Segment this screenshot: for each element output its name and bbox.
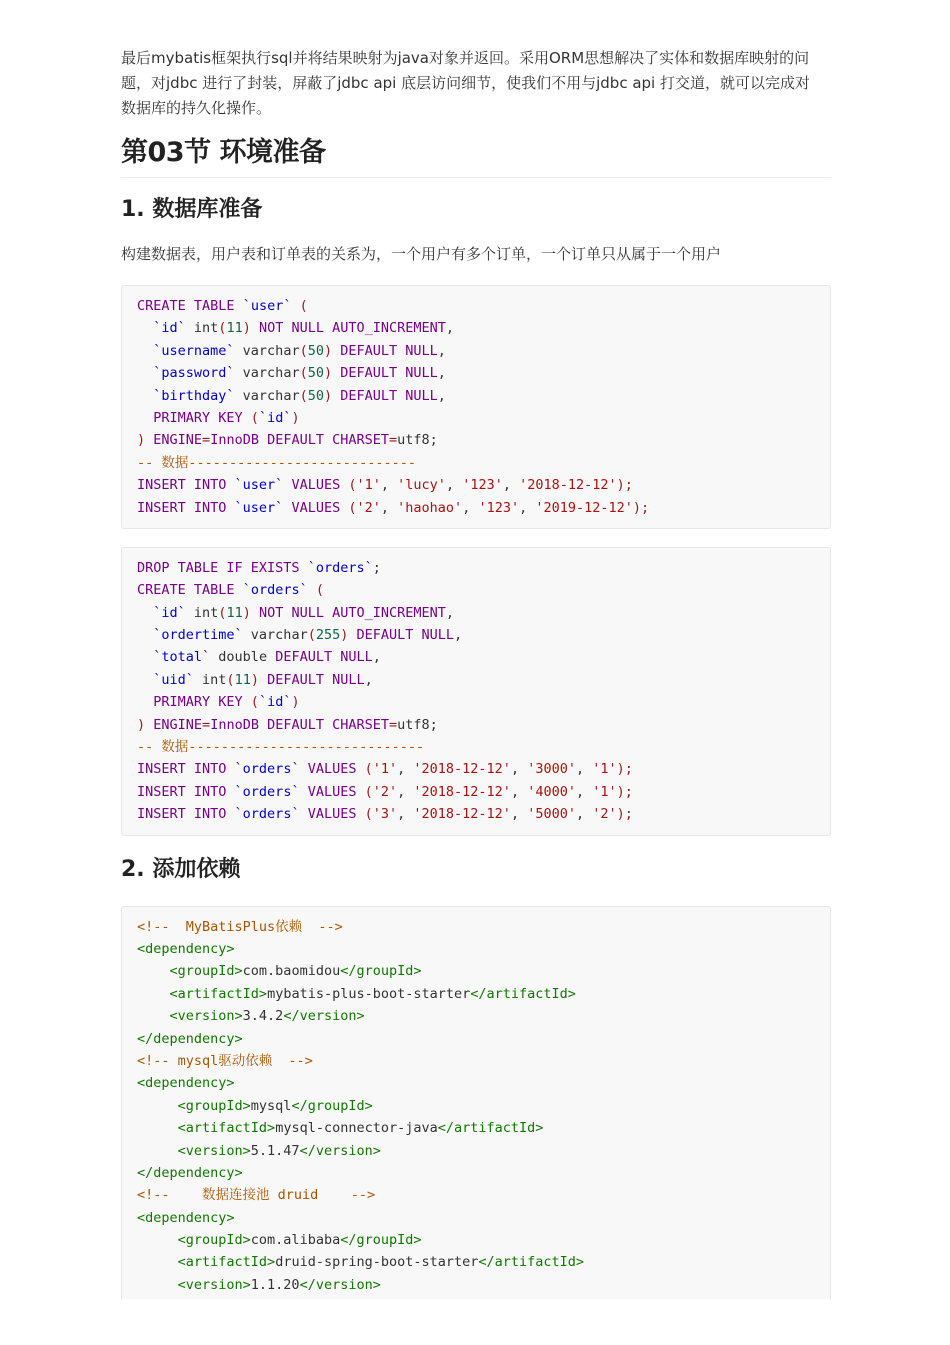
code-token: 1.1.20 <box>250 1276 300 1293</box>
code-token: VALUES <box>283 477 341 494</box>
code-token: '1' <box>592 783 617 800</box>
code-token: ( <box>218 320 227 337</box>
code-token <box>137 986 170 1002</box>
code-block-orders-table <box>121 547 831 836</box>
code-token: ) <box>323 387 333 404</box>
code-token: '2' <box>372 783 398 800</box>
code-token: INSERT INTO <box>137 783 227 800</box>
code-line <box>137 452 816 474</box>
code-line <box>137 579 816 601</box>
code-line <box>137 646 816 668</box>
code-token: int <box>185 604 219 621</box>
code-line <box>137 1140 816 1162</box>
code-token: DEFAULT NULL <box>332 342 438 359</box>
code-line <box>137 407 816 429</box>
code-line <box>137 385 816 407</box>
code-token: `id` <box>258 694 292 711</box>
code-token: <version> <box>169 1008 243 1025</box>
code-token: `id` <box>153 320 186 337</box>
code-token <box>137 1232 178 1248</box>
code-token: , <box>445 477 463 494</box>
code-token: '123' <box>478 499 520 516</box>
code-token: ) <box>242 604 251 621</box>
code-token: </groupId> <box>291 1097 373 1114</box>
code-token: ) <box>340 627 349 644</box>
code-token: ) <box>250 671 259 688</box>
code-token: <groupId> <box>169 963 243 980</box>
code-token: <artifactId> <box>169 985 268 1002</box>
code-token: , <box>397 783 414 800</box>
code-token: DEFAULT NULL <box>258 671 365 688</box>
code-line <box>137 758 816 780</box>
database-description: 构建数据表，用户表和订单表的关系为，一个用户有多个订单，一个订单只从属于一个用户 <box>121 245 722 263</box>
code-token <box>137 365 153 381</box>
code-token <box>137 1008 170 1024</box>
code-token: utf8; <box>397 716 438 733</box>
code-token: = <box>202 432 211 449</box>
code-line <box>137 295 816 317</box>
code-token: </artifactId> <box>437 1120 544 1137</box>
code-line <box>137 938 816 960</box>
code-token: ); <box>616 783 633 800</box>
code-token: '123' <box>462 477 503 494</box>
code-token: '2019-12-12' <box>535 499 633 516</box>
code-token <box>137 1277 178 1293</box>
code-token: , <box>502 477 520 494</box>
intro-paragraph <box>121 46 831 121</box>
code-line <box>137 714 816 736</box>
code-line <box>137 317 816 339</box>
code-token: `user` <box>234 499 284 516</box>
code-token: NOT NULL AUTO_INCREMENT <box>250 320 446 337</box>
code-token: 5.1.47 <box>250 1142 300 1159</box>
code-token: , <box>437 365 446 382</box>
code-token: `user` <box>234 477 284 494</box>
code-line <box>137 557 816 579</box>
page-bottom-margin <box>0 1299 950 1345</box>
code-token: `id` <box>153 604 186 621</box>
code-line <box>137 1162 816 1184</box>
code-token: <version> <box>177 1276 251 1293</box>
code-token: , <box>364 671 373 688</box>
code-token: , <box>510 806 528 823</box>
code-token: '2018-12-12' <box>413 783 511 800</box>
code-token: DEFAULT NULL <box>332 387 438 404</box>
code-token: <version> <box>177 1142 251 1159</box>
code-token <box>226 806 234 822</box>
code-token: '5000' <box>527 806 576 823</box>
document-content <box>121 46 831 1345</box>
code-token: INSERT INTO <box>137 477 227 494</box>
code-token: , <box>462 499 479 516</box>
code-line <box>137 669 816 691</box>
intro-line: 数据库的持久化操作。 <box>121 99 272 117</box>
code-token: `orders` <box>307 559 373 576</box>
code-token <box>137 388 153 404</box>
code-token: INSERT INTO <box>137 499 227 516</box>
code-token: DEFAULT NULL <box>267 649 373 666</box>
code-token: '2' <box>592 806 617 823</box>
code-token: ( <box>242 694 259 711</box>
code-token: `uid` <box>153 671 194 688</box>
code-token: , <box>380 499 398 516</box>
code-token: ); <box>632 499 650 516</box>
code-token: ( <box>356 806 373 823</box>
code-token: '1' <box>592 761 617 778</box>
code-token: <dependency> <box>137 940 235 957</box>
code-token: <groupId> <box>177 1232 251 1249</box>
code-token: ( <box>299 365 308 382</box>
code-token: ( <box>307 627 316 644</box>
code-token <box>137 343 153 359</box>
code-line <box>137 1028 816 1050</box>
code-token: 11 <box>226 604 243 621</box>
code-token: `orders` <box>234 761 300 778</box>
code-token: , <box>437 342 446 359</box>
code-token: '2' <box>356 499 381 516</box>
code-token: <!-- mysql驱动依赖 --> <box>137 1052 313 1069</box>
code-token: double <box>210 649 268 666</box>
code-token: PRIMARY KEY <box>137 694 243 711</box>
code-token: CREATE TABLE <box>137 582 235 599</box>
code-token: , <box>437 387 446 404</box>
code-token: 'lucy' <box>397 477 446 494</box>
code-line <box>137 781 816 803</box>
code-token <box>137 627 153 643</box>
code-token: <groupId> <box>177 1097 251 1114</box>
code-token <box>137 1143 178 1159</box>
code-token: `orders` <box>234 806 300 823</box>
code-token: 50 <box>307 342 324 359</box>
code-token: ( <box>242 409 259 426</box>
code-token: int <box>193 671 227 688</box>
code-token: ); <box>616 477 633 494</box>
intro-line: 最后mybatis框架执行sql并将结果映射为java对象并返回。采用ORM思想解决了实体和数据库映射的问 <box>121 49 810 67</box>
code-line <box>137 340 816 362</box>
code-line <box>137 691 816 713</box>
code-token <box>137 1254 178 1270</box>
code-token: utf8; <box>397 432 438 449</box>
code-token: VALUES <box>299 806 357 823</box>
code-line <box>137 429 816 451</box>
code-token: '2018-12-12' <box>519 477 617 494</box>
code-token: ); <box>616 761 633 778</box>
code-token: INSERT INTO <box>137 806 227 823</box>
code-token: ) <box>323 365 333 382</box>
code-token: = <box>389 716 398 733</box>
code-token: <artifactId> <box>177 1120 276 1137</box>
code-token <box>137 1098 178 1114</box>
code-token: , <box>445 320 455 337</box>
code-token: ( <box>299 342 308 359</box>
database-heading: 1. 数据库准备 <box>121 197 263 222</box>
code-token: `password` <box>153 365 235 382</box>
code-token: varchar <box>234 365 300 382</box>
code-token: <artifactId> <box>177 1254 276 1271</box>
code-token: , <box>380 477 398 494</box>
code-token: '2018-12-12' <box>413 806 511 823</box>
code-token <box>137 963 170 979</box>
code-token: `id` <box>258 409 292 426</box>
code-line <box>137 1117 816 1139</box>
code-token: com.alibaba <box>250 1232 341 1249</box>
code-token: druid-spring-boot-starter <box>275 1254 479 1271</box>
code-line <box>137 1184 816 1206</box>
code-token: VALUES <box>283 499 341 516</box>
code-line <box>137 1095 816 1117</box>
code-token: ENGINE <box>145 432 203 449</box>
code-token: </dependency> <box>137 1164 243 1181</box>
code-token: 11 <box>234 671 251 688</box>
code-token: , <box>576 783 593 800</box>
code-token <box>226 784 234 800</box>
code-line <box>137 497 816 519</box>
code-token: , <box>397 761 414 778</box>
code-token: VALUES <box>299 783 357 800</box>
code-token: '1' <box>372 761 398 778</box>
section-heading: 第03节 环境准备 <box>121 133 831 178</box>
code-token: DEFAULT CHARSET <box>258 432 390 449</box>
code-token: varchar <box>234 342 300 359</box>
code-token: '3' <box>372 806 398 823</box>
code-token <box>137 1120 178 1136</box>
code-token: , <box>576 761 593 778</box>
code-token: ENGINE <box>145 716 203 733</box>
code-line <box>137 624 816 646</box>
code-token: </artifactId> <box>470 985 576 1002</box>
code-token: ( <box>218 604 227 621</box>
code-token: ); <box>616 806 633 823</box>
code-token: `user` <box>242 298 292 314</box>
code-token <box>235 582 243 598</box>
code-block-user-table <box>121 285 831 529</box>
code-token: DEFAULT NULL <box>332 365 438 382</box>
code-token: PRIMARY KEY <box>137 409 243 426</box>
code-token: varchar <box>242 627 308 644</box>
code-token: '2018-12-12' <box>413 761 511 778</box>
code-token: int <box>185 320 219 337</box>
code-line <box>137 983 816 1005</box>
code-token: INSERT INTO <box>137 761 227 778</box>
code-token: `ordertime` <box>153 627 243 644</box>
code-token: DEFAULT NULL <box>348 627 455 644</box>
code-token: 3.4.2 <box>242 1008 284 1025</box>
dependencies-heading: 2. 添加依赖 <box>121 856 241 882</box>
code-line <box>137 1251 816 1273</box>
code-line <box>137 474 816 496</box>
code-line <box>137 1207 816 1229</box>
code-token: CREATE TABLE <box>137 298 235 314</box>
code-line <box>137 916 816 938</box>
code-token: `orders` <box>242 582 308 599</box>
code-token: ( <box>291 298 308 314</box>
code-token <box>226 761 234 777</box>
code-token: ) <box>291 409 300 426</box>
code-token: </version> <box>283 1008 365 1025</box>
code-token: </version> <box>299 1142 381 1159</box>
code-token: '3000' <box>527 761 576 778</box>
code-token: = <box>389 432 398 449</box>
code-token: mysql-connector-java <box>275 1120 438 1137</box>
code-token: </groupId> <box>340 963 422 980</box>
code-token: VALUES <box>299 761 357 778</box>
code-token: ) <box>137 716 146 733</box>
code-line <box>137 960 816 982</box>
code-token: <!-- MyBatisPlus依赖 --> <box>137 918 343 935</box>
code-token: 11 <box>226 320 243 337</box>
code-token <box>235 298 243 314</box>
code-token: 255 <box>315 627 341 644</box>
code-token: , <box>519 499 536 516</box>
code-token: , <box>576 806 593 823</box>
code-token: <dependency> <box>137 1209 235 1226</box>
code-token: ) <box>137 432 146 449</box>
code-token: ( <box>299 387 308 404</box>
code-token: </artifactId> <box>478 1254 585 1271</box>
code-token <box>226 477 234 493</box>
code-line <box>137 803 816 825</box>
code-line <box>137 736 816 758</box>
code-token <box>137 605 153 621</box>
code-token: -- 数据----------------------------- <box>137 739 425 756</box>
code-token: ( <box>340 499 357 516</box>
code-token: , <box>397 806 414 823</box>
code-token <box>137 320 153 336</box>
code-token: ; <box>372 559 381 576</box>
code-line <box>137 1229 816 1251</box>
code-token: `birthday` <box>153 387 235 404</box>
code-token: ( <box>356 761 373 778</box>
code-token: ( <box>226 671 235 688</box>
code-token: 50 <box>307 365 324 382</box>
code-token: , <box>454 627 463 644</box>
code-token: <dependency> <box>137 1075 235 1092</box>
code-token: `username` <box>153 342 235 359</box>
code-token <box>300 560 308 576</box>
code-token: DEFAULT CHARSET <box>258 716 390 733</box>
code-token: , <box>372 649 381 666</box>
code-token: ( <box>356 783 373 800</box>
code-token: '4000' <box>527 783 576 800</box>
code-token: , <box>445 604 455 621</box>
code-token: </dependency> <box>137 1030 243 1047</box>
code-line <box>137 362 816 384</box>
code-token: InnoDB <box>210 716 259 733</box>
code-token: 'haohao' <box>397 499 463 516</box>
code-line <box>137 1005 816 1027</box>
code-block-dependencies <box>121 906 831 1345</box>
code-token: varchar <box>234 387 300 404</box>
code-token: com.baomidou <box>242 963 341 980</box>
code-token: -- 数据---------------------------- <box>137 454 416 471</box>
code-token: InnoDB <box>210 432 259 449</box>
code-token: ) <box>242 320 251 337</box>
code-token: ) <box>291 694 300 711</box>
code-token <box>137 649 153 665</box>
code-line <box>137 1274 816 1296</box>
code-token <box>137 672 153 688</box>
code-token: NOT NULL AUTO_INCREMENT <box>250 604 446 621</box>
code-token: ( <box>340 477 357 494</box>
code-token: `orders` <box>234 783 300 800</box>
code-token <box>226 500 234 516</box>
code-line <box>137 602 816 624</box>
code-token: = <box>202 716 211 733</box>
code-token: , <box>510 783 528 800</box>
code-token: , <box>510 761 528 778</box>
code-token: </version> <box>299 1276 381 1293</box>
code-token: DROP TABLE IF EXISTS <box>137 559 300 576</box>
code-token: 50 <box>307 387 324 404</box>
code-token: </groupId> <box>340 1232 422 1249</box>
code-token: `total` <box>153 649 211 666</box>
code-line <box>137 1072 816 1094</box>
code-token: ) <box>323 342 333 359</box>
code-line <box>137 1050 816 1072</box>
code-token: <!-- 数据连接池 druid --> <box>137 1187 376 1204</box>
intro-line: 题，对jdbc 进行了封装，屏蔽了jdbc api 底层访问细节，使我们不用与jdbc api 打交道，就可以完成对 <box>121 74 810 92</box>
code-token: ( <box>307 582 324 599</box>
code-token: mysql <box>250 1097 292 1114</box>
code-token: mybatis-plus-boot-starter <box>267 985 471 1002</box>
code-token: '1' <box>356 477 381 494</box>
